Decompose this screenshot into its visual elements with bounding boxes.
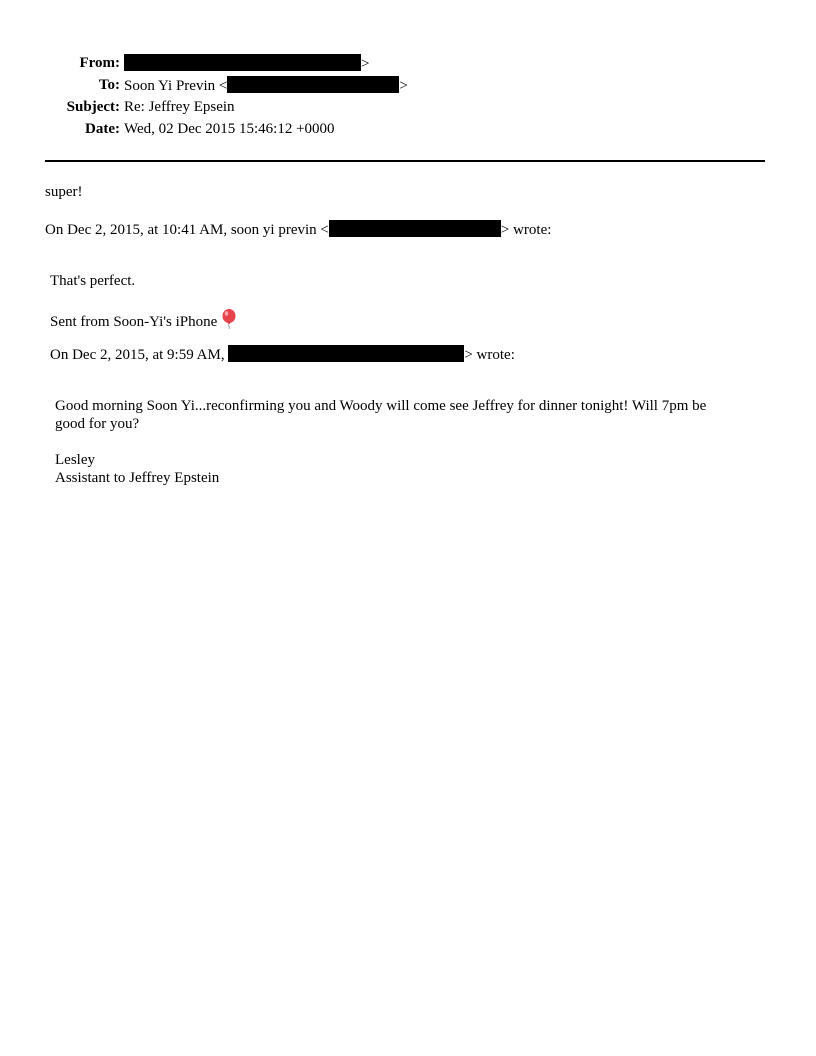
quote-intro-2 (50, 345, 515, 364)
redaction-bar (124, 54, 361, 71)
to-name: Soon Yi Previn < (124, 78, 228, 94)
from-close: > (361, 56, 370, 72)
reply-text: super! (45, 184, 83, 200)
signature-line (50, 309, 237, 331)
balloon-icon (221, 309, 237, 329)
signature-text: Sent from Soon-Yi's iPhone (50, 314, 218, 330)
redaction-bar (228, 345, 464, 362)
from-label: From: (79, 55, 120, 71)
sign-name: Lesley (55, 452, 95, 468)
quote-intro-2-after: > wrote: (464, 347, 515, 363)
quote-intro-2-before: On Dec 2, 2015, at 9:59 AM, (50, 347, 225, 363)
quoted-body-line1: Good morning Soon Yi...reconfirming you and Woody will come see Jeffrey for dinner tonight! Will 7pm be (55, 398, 707, 414)
sign-title: Assistant to Jeffrey Epstein (55, 470, 220, 486)
date-value: Wed, 02 Dec 2015 15:46:12 +0000 (124, 121, 335, 137)
quoted-text: That's perfect. (50, 273, 136, 289)
to-close: > (399, 78, 408, 94)
redaction-bar (329, 220, 501, 237)
quoted-body-line2: good for you? (55, 416, 140, 432)
to-label: To: (98, 77, 120, 93)
date-label: Date: (85, 121, 120, 137)
subject-label: Subject: (66, 99, 120, 115)
subject-value: Re: Jeffrey Epsein (124, 99, 235, 115)
quote-intro-after: > wrote: (500, 222, 552, 238)
header-divider (45, 160, 765, 162)
to-value (124, 76, 408, 95)
quote-intro (45, 220, 551, 239)
redaction-bar (227, 76, 399, 93)
from-value (124, 54, 369, 73)
quote-intro-before: On Dec 2, 2015, at 10:41 AM, soon yi previn < (45, 222, 329, 238)
